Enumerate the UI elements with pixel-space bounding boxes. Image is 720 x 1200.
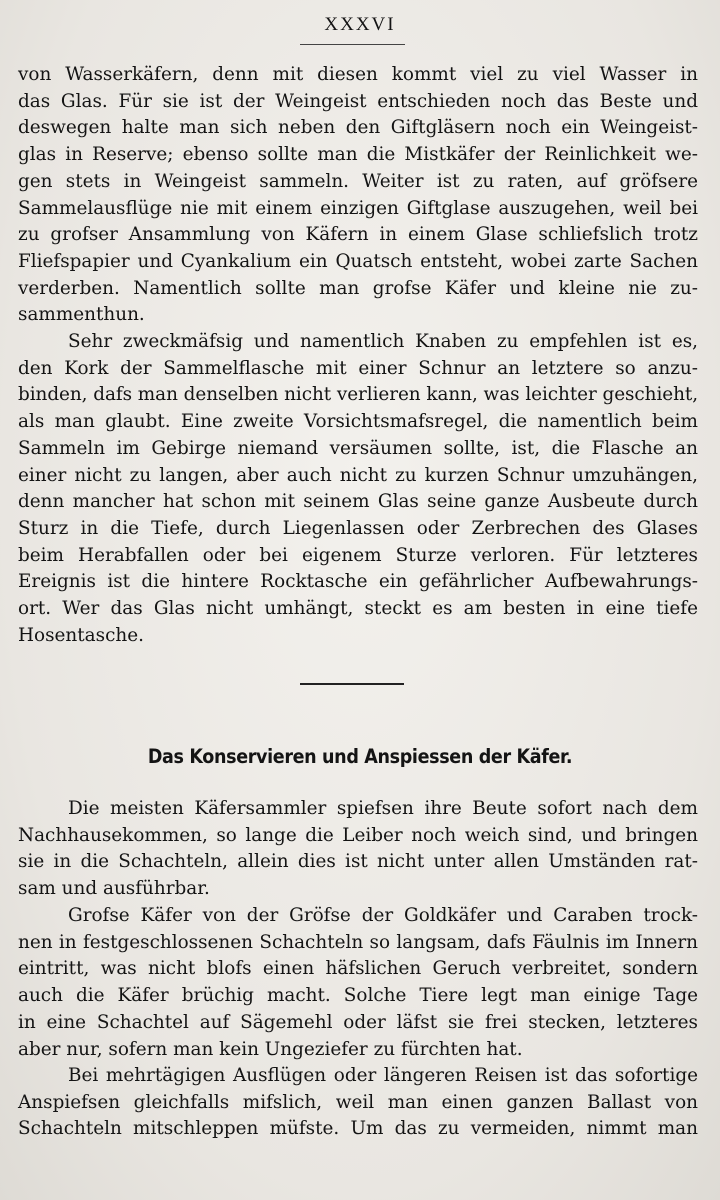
text-line: Schachteln mitschleppen müfste. Um das zu vermeiden, nimmt man	[18, 1118, 698, 1140]
text-line: sie in die Schachteln, allein dies ist nicht unter allen Umständen rat-	[18, 851, 698, 873]
text-line: denn mancher hat schon mit seinem Glas seine ganze Ausbeute durch	[18, 491, 698, 513]
text-line: gen stets in Weingeist sammeln. Weiter ist zu raten, auf gröfsere	[18, 170, 698, 192]
text-line: von Wasserkäfern, denn mit diesen kommt viel zu viel Wasser in	[18, 64, 698, 85]
text-line: in eine Schachtel auf Sägemehl oder läfst sie frei stecken, letzteres	[18, 1011, 698, 1033]
text-line: als man glaubt. Eine zweite Vorsichtsmafsregel, die namentlich beim	[18, 411, 698, 433]
text-line: Nachhausekommen, so lange die Leiber noch weich sind, und bringen	[18, 824, 698, 846]
text-line: Die meisten Käfersammler spiefsen ihre Beute sofort nach dem	[68, 798, 698, 819]
text-line: Anspiefsen gleichfalls mifslich, weil man einen ganzen Ballast von	[18, 1091, 698, 1113]
text-line: Fliefspapier und Cyankalium ein Quatsch entsteht, wobei zarte Sachen	[18, 250, 698, 272]
text-line: Bei mehrtägigen Ausflügen oder längeren Reisen ist das sofortige	[68, 1065, 698, 1086]
paragraph-1	[18, 62, 698, 329]
text-line: das Glas. Für sie ist der Weingeist entschieden noch das Beste und	[18, 90, 698, 112]
text-line: ort. Wer das Glas nicht umhängt, steckt es am besten in eine tiefe	[18, 598, 698, 620]
header-rule	[300, 44, 405, 45]
text-line: Sehr zweckmäfsig und namentlich Knaben zu empfehlen ist es,	[68, 331, 698, 352]
paragraph-2	[18, 329, 698, 649]
text-line: sam und ausführbar.	[18, 878, 210, 900]
text-line: Sammelausflüge nie mit einem einzigen Giftglase auszugehen, weil bei	[18, 197, 698, 219]
text-line: binden, dafs man denselben nicht verlieren kann, was leichter geschieht,	[18, 384, 698, 406]
text-line: Sammeln im Gebirge niemand versäumen sollte, ist, die Flasche an	[18, 437, 698, 459]
page-number: XXXVI	[324, 14, 396, 35]
section-heading: Das Konservieren und Anspiessen der Käfer.	[147, 745, 573, 768]
text-line: nen in festgeschlossenen Schachteln so langsam, dafs Fäulnis im Innern	[18, 931, 698, 953]
text-line: Hosentasche.	[18, 624, 144, 646]
text-line: eintritt, was nicht blofs einen häfslichen Geruch verbreitet, sondern	[18, 958, 698, 980]
text-line: auch die Käfer brüchig macht. Solche Tiere legt man einige Tage	[18, 985, 698, 1007]
text-line: zu grofser Ansammlung von Käfern in einem Glase schliefslich trotz	[18, 224, 698, 246]
paragraph-5	[18, 1063, 698, 1143]
text-line: aber nur, sofern man kein Ungeziefer zu fürchten hat.	[18, 1038, 523, 1060]
text-line: einer nicht zu langen, aber auch nicht zu kurzen Schnur umzuhängen,	[18, 464, 698, 486]
text-line: den Kork der Sammelflasche mit einer Schnur an letztere so anzu-	[18, 357, 698, 379]
text-line: glas in Reserve; ebenso sollte man die Mistkäfer der Reinlichkeit we-	[18, 144, 698, 166]
text-line: sammenthun.	[18, 304, 145, 326]
paragraph-3	[18, 796, 698, 903]
text-line: Sturz in die Tiefe, durch Liegenlassen oder Zerbrechen des Glases	[18, 517, 698, 539]
text-line: verderben. Namentlich sollte man grofse Käfer und kleine nie zu-	[18, 277, 698, 299]
text-line: Grofse Käfer von der Gröfse der Goldkäfer und Caraben trock-	[68, 905, 698, 926]
text-line: beim Herabfallen oder bei eigenem Sturze verloren. Für letzteres	[18, 544, 698, 566]
paragraph-4	[18, 903, 698, 1063]
text-line: Ereignis ist die hintere Rocktasche ein gefährlicher Aufbewahrungs-	[18, 571, 698, 593]
text-line: deswegen halte man sich neben den Giftgläsern noch ein Weingeist-	[18, 117, 698, 139]
section-divider	[300, 683, 404, 685]
